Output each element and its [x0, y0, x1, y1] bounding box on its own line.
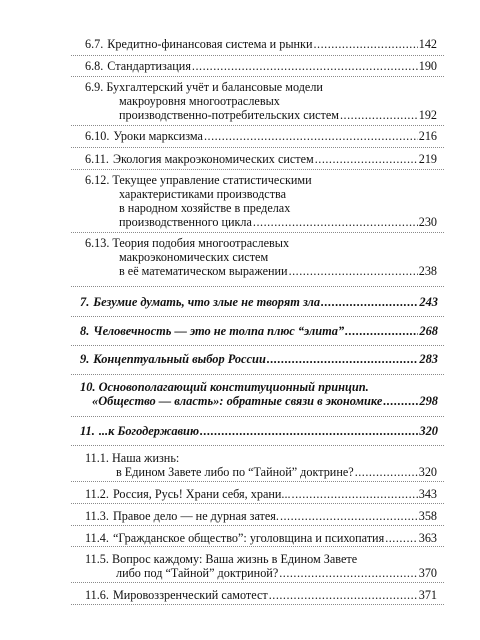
toc-entry-11-1[interactable]: 11.1. Наша жизнь: в Едином Завете либо по “Тайной” доктрине? ..... 320 [85, 451, 437, 479]
divider [71, 374, 444, 375]
leader-dots [292, 487, 418, 501]
toc-entry-11-4[interactable]: 11.4. “Гражданское общество”: уголовщина и психопатия ..... 363 [85, 531, 437, 545]
divider [71, 525, 444, 526]
divider [71, 503, 444, 504]
leader-dots [321, 295, 418, 309]
toc-entry-6-9[interactable]: 6.9. Бухгалтерский учёт и балансовые модели макроуровня многоотраслевых производственно-потребительских систем ..... 192 [85, 80, 437, 122]
leader-dots [383, 394, 418, 408]
divider [71, 55, 444, 56]
leader-dots [280, 509, 418, 523]
toc-entry-6-10[interactable]: 6.10. Уроки марксизма ..... 216 [85, 129, 437, 143]
divider [71, 286, 444, 287]
divider [71, 125, 444, 126]
divider [71, 481, 444, 482]
leader-dots [204, 129, 418, 143]
toc-section-9[interactable]: 9. Концептуальный выбор России ..... 283 [80, 352, 438, 366]
leader-dots [192, 59, 418, 73]
toc-section-11[interactable]: 11. ...к Богодержавию ..... 320 [80, 424, 438, 438]
leader-dots [315, 152, 418, 166]
toc-entry-6-11[interactable]: 6.11. Экология макроэкономических систем ..... 219 [85, 152, 437, 166]
leader-dots [345, 324, 418, 338]
leader-dots [340, 108, 418, 122]
divider [71, 582, 444, 583]
divider [71, 76, 444, 77]
divider [71, 416, 444, 417]
toc-entry-11-2[interactable]: 11.2. Россия, Русь! Храни себя, храни... ..... 343 [85, 487, 437, 501]
toc-section-10[interactable]: 10. Основополагающий конституционный принцип. «Общество — власть»: обратные связи в экономике ..... 298 [80, 380, 438, 408]
divider [71, 604, 444, 605]
toc-entry-6-7[interactable]: 6.7. Кредитно-финансовая система и рынки ..... 142 [85, 37, 437, 51]
leader-dots [314, 37, 418, 51]
divider [71, 232, 444, 233]
leader-dots [279, 566, 417, 580]
toc-entry-11-6[interactable]: 11.6. Мировоззренческий самотест ..... 371 [85, 588, 437, 602]
leader-dots [289, 264, 418, 278]
divider [71, 345, 444, 346]
toc-entry-6-13[interactable]: 6.13. Теория подобия многоотраслевых макроэкономических систем в её математическом выражении ..... 238 [85, 236, 437, 278]
leader-dots [269, 588, 418, 602]
toc-section-8[interactable]: 8. Человечность — это не толпа плюс “элита” ..... 268 [80, 324, 438, 338]
divider [71, 147, 444, 148]
toc-entry-6-8[interactable]: 6.8. Стандартизация ..... 190 [85, 59, 437, 73]
toc-entry-6-12[interactable]: 6.12. Текущее управление статистическими характеристиками производства в народном хозяйстве в пределах производственного цикла ..... 230 [85, 173, 437, 229]
leader-dots [385, 531, 418, 545]
leader-dots [253, 215, 418, 229]
divider [71, 445, 444, 446]
leader-dots [200, 424, 418, 438]
divider [71, 546, 444, 547]
divider [71, 169, 444, 170]
toc-section-7[interactable]: 7. Безумие думать, что злые не творят зла ..... 243 [80, 295, 438, 309]
toc-entry-11-3[interactable]: 11.3. Правое дело — не дурная затея. ..... 358 [85, 509, 437, 523]
leader-dots [267, 352, 419, 366]
divider [71, 316, 444, 317]
leader-dots [355, 465, 418, 479]
toc-entry-11-5[interactable]: 11.5. Вопрос каждому: Ваша жизнь в Едином Завете либо под “Тайной” доктриной? ..... 370 [85, 552, 437, 580]
